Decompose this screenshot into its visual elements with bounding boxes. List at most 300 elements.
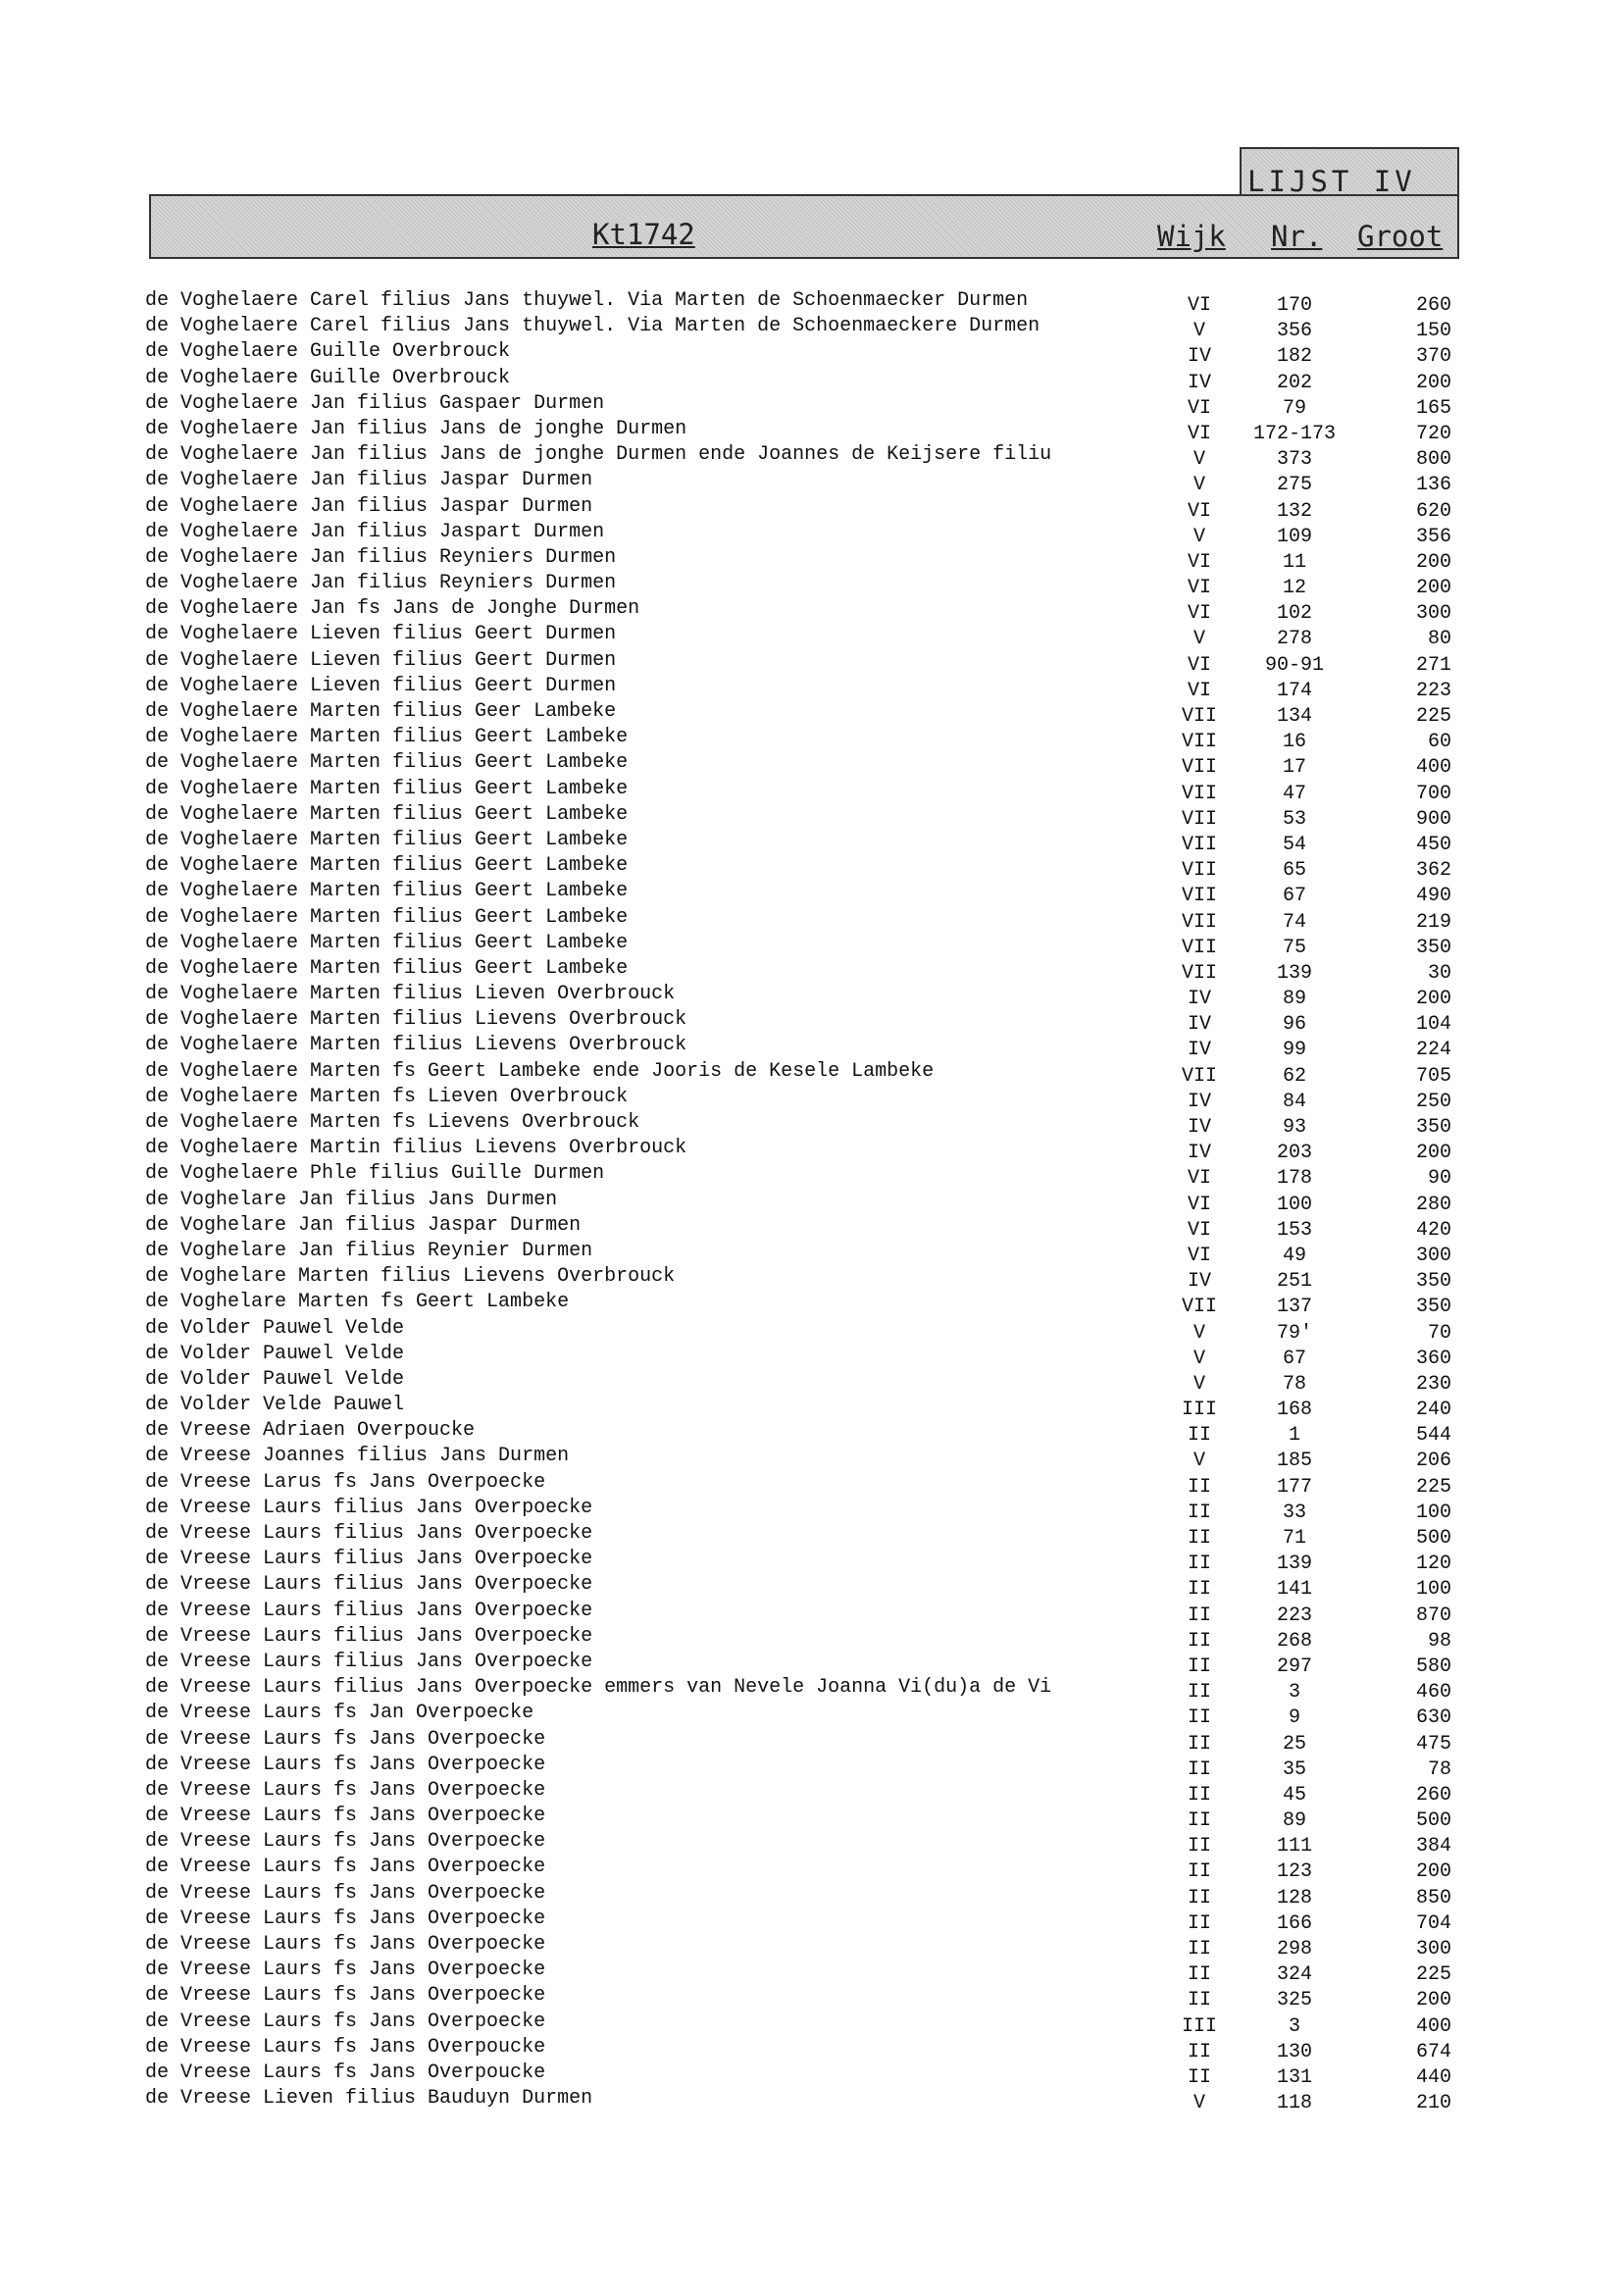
row-wijk: II (1187, 1783, 1211, 1807)
row-groot: 200 (1415, 988, 1451, 1011)
table-row (0, 956, 1624, 985)
row-nr: 166 (1276, 1911, 1312, 1935)
row-groot: 165 (1415, 396, 1451, 420)
row-groot: 705 (1415, 1064, 1451, 1088)
row-groot: 210 (1415, 2092, 1451, 2115)
row-nr: 96 (1282, 1013, 1306, 1037)
table-row (0, 1393, 1624, 1422)
row-groot: 870 (1415, 1604, 1451, 1627)
row-name: de Voghelaere Marten fs Geert Lambeke ende Jooris de Kesele Lambeke (145, 1059, 935, 1083)
row-nr: 177 (1276, 1475, 1312, 1499)
table-row (0, 1239, 1624, 1267)
table-row (0, 802, 1624, 831)
row-groot: 400 (1415, 2014, 1451, 2038)
row-name: de Voghelaere Jan filius Jans de jonghe Durmen (145, 417, 687, 440)
row-groot: 500 (1415, 1809, 1451, 1833)
row-name: de Voghelaere Lieven filius Geert Durmen (145, 623, 617, 646)
row-name: de Voghelaere Marten filius Geert Lambeke (145, 880, 629, 903)
table-row (0, 1572, 1624, 1602)
row-groot: 704 (1415, 1911, 1451, 1935)
row-wijk: II (1187, 1604, 1211, 1627)
row-nr: 251 (1276, 1270, 1312, 1294)
row-groot: 230 (1415, 1372, 1451, 1396)
row-nr: 67 (1282, 885, 1306, 908)
row-nr: 45 (1282, 1783, 1306, 1807)
row-nr: 89 (1282, 1809, 1306, 1833)
row-wijk: VI (1187, 1167, 1211, 1191)
row-nr: 168 (1276, 1399, 1312, 1422)
row-wijk: V (1193, 1372, 1205, 1396)
row-nr: 35 (1282, 1757, 1306, 1781)
row-groot: 219 (1415, 910, 1451, 934)
table-row (0, 982, 1624, 1011)
header-bar (149, 194, 1459, 259)
table-row (0, 828, 1624, 856)
row-name: de Voghelaere Marten fs Lieven Overbrouck (145, 1085, 629, 1108)
table-row (0, 622, 1624, 651)
row-wijk: VII (1181, 731, 1217, 754)
table-row (0, 1110, 1624, 1139)
row-wijk: V (1193, 1321, 1205, 1345)
row-groot: 440 (1415, 2065, 1451, 2089)
table-row (0, 314, 1624, 343)
row-name: de Voghelaere Guille Overbrouck (145, 366, 511, 389)
row-nr: 153 (1276, 1218, 1312, 1242)
row-wijk: VI (1187, 422, 1211, 445)
row-wijk: V (1193, 1347, 1205, 1370)
table-row (0, 1367, 1624, 1396)
row-groot: 350 (1415, 1116, 1451, 1139)
row-nr: 1 (1288, 1424, 1300, 1448)
row-wijk: II (1187, 1475, 1211, 1499)
row-groot: 200 (1415, 1989, 1451, 2012)
row-nr: 118 (1276, 2092, 1312, 2115)
row-nr: 223 (1276, 1604, 1312, 1627)
table-row (0, 879, 1624, 908)
row-name: de Vreese Laurs fs Jans Overpoecke (145, 1907, 546, 1930)
row-name: de Vreese Laurs filius Jans Overpoecke (145, 1548, 593, 1571)
row-wijk: VI (1187, 1218, 1211, 1242)
table-row (0, 1599, 1624, 1627)
row-groot: 260 (1415, 294, 1451, 317)
row-nr: 84 (1282, 1090, 1306, 1113)
row-name: de Vreese Larus fs Jans Overpoecke (145, 1470, 546, 1494)
row-nr: 131 (1276, 2065, 1312, 2089)
row-groot: 60 (1427, 731, 1451, 754)
row-nr: 132 (1276, 499, 1312, 523)
row-name: de Voghelaere Marten filius Geert Lambeke (145, 905, 629, 929)
row-name: de Volder Pauwel Velde (145, 1316, 405, 1340)
row-wijk: VII (1181, 833, 1217, 856)
row-wijk: IV (1187, 371, 1211, 394)
row-nr: 79 (1282, 396, 1306, 420)
row-groot: 360 (1415, 1347, 1451, 1370)
row-nr: 47 (1282, 782, 1306, 805)
row-groot: 630 (1415, 1706, 1451, 1730)
row-groot: 420 (1415, 1218, 1451, 1242)
table-row (0, 1958, 1624, 1987)
row-name: de Vreese Laurs fs Jans Overpoecke (145, 1959, 546, 1982)
row-groot: 800 (1415, 448, 1451, 472)
table-row (0, 2086, 1624, 2115)
row-name: de Vreese Adriaen Overpoucke (145, 1419, 476, 1443)
row-name: de Voghelaere Jan filius Jaspar Durmen (145, 469, 593, 492)
row-groot: 225 (1415, 1963, 1451, 1987)
row-nr: 79' (1276, 1321, 1312, 1345)
row-groot: 250 (1415, 1090, 1451, 1113)
record-list (0, 288, 1624, 2115)
row-groot: 280 (1415, 1193, 1451, 1216)
row-groot: 136 (1415, 474, 1451, 497)
row-wijk: II (1187, 1860, 1211, 1884)
row-nr: 53 (1282, 807, 1306, 831)
row-groot: 200 (1415, 1860, 1451, 1884)
row-name: de Voghelaere Marten filius Geert Lambeke (145, 751, 629, 775)
row-wijk: III (1181, 2014, 1217, 2038)
row-wijk: II (1187, 1501, 1211, 1524)
row-nr: 100 (1276, 1193, 1312, 1216)
row-groot: 224 (1415, 1039, 1451, 1062)
table-row (0, 1264, 1624, 1294)
table-row (0, 494, 1624, 523)
row-nr: 3 (1288, 2014, 1300, 2038)
row-groot: 900 (1415, 807, 1451, 831)
list-number-label: LIJST IV (1247, 165, 1416, 198)
row-name: de Voghelaere Jan filius Jaspar Durmen (145, 494, 593, 518)
row-groot: 850 (1415, 1886, 1451, 1909)
row-groot: 150 (1415, 320, 1451, 343)
table-row (0, 596, 1624, 626)
row-name: de Vreese Laurs fs Jans Overpoucke (145, 2035, 546, 2059)
row-wijk: V (1193, 1450, 1205, 1473)
row-nr: 202 (1276, 371, 1312, 394)
row-nr: 111 (1276, 1835, 1312, 1858)
row-name: de Vreese Laurs filius Jans Overpoecke (145, 1624, 593, 1648)
row-wijk: VII (1181, 859, 1217, 883)
row-name: de Voghelaere Phle filius Guille Durmen (145, 1162, 605, 1186)
row-groot: 370 (1415, 345, 1451, 369)
row-wijk: IV (1187, 988, 1211, 1011)
row-name: de Voghelare Jan filius Jans Durmen (145, 1188, 558, 1211)
row-wijk: II (1187, 1681, 1211, 1705)
row-nr: 203 (1276, 1142, 1312, 1165)
row-nr: 139 (1276, 1553, 1312, 1576)
row-name: de Voghelaere Jan fs Jans de Jonghe Durmen (145, 597, 640, 621)
row-wijk: II (1187, 1938, 1211, 1960)
row-name: de Vreese Laurs filius Jans Overpoecke (145, 1496, 593, 1519)
table-row (0, 853, 1624, 883)
row-wijk: II (1187, 1886, 1211, 1909)
row-nr: 139 (1276, 961, 1312, 985)
table-row (0, 2035, 1624, 2061)
table-row (0, 1983, 1624, 2012)
column-header-wijk: Wijk (1157, 220, 1226, 253)
row-groot: 200 (1415, 577, 1451, 600)
row-groot: 240 (1415, 1399, 1451, 1422)
row-wijk: VII (1181, 885, 1217, 908)
table-row (0, 931, 1624, 959)
table-row (0, 1496, 1624, 1524)
row-wijk: IV (1187, 1013, 1211, 1037)
row-nr: 178 (1276, 1167, 1312, 1191)
row-name: de Voghelaere Marten filius Geert Lambeke (145, 802, 629, 826)
row-groot: 100 (1415, 1578, 1451, 1602)
row-wijk: II (1187, 1655, 1211, 1678)
row-wijk: II (1187, 1989, 1211, 2012)
row-name: de Voghelare Jan filius Reynier Durmen (145, 1239, 593, 1262)
row-name: de Voghelaere Marten filius Geer Lambeke (145, 700, 617, 723)
row-groot: 700 (1415, 782, 1451, 805)
row-groot: 30 (1427, 961, 1451, 985)
row-name: de Vreese Joannes filius Jans Durmen (145, 1445, 570, 1468)
row-nr: 172-173 (1252, 422, 1336, 445)
row-nr: 128 (1276, 1886, 1312, 1909)
row-wijk: VII (1181, 1064, 1217, 1088)
row-nr: 78 (1282, 1372, 1306, 1396)
table-row (0, 1547, 1624, 1576)
row-wijk: III (1181, 1399, 1217, 1422)
row-groot: 674 (1415, 2040, 1451, 2063)
table-row (0, 1701, 1624, 1730)
row-name: de Voghelaere Jan filius Jans de jonghe Durmen ende Joannes de Keijsere filiu (145, 443, 1052, 467)
row-nr: 325 (1276, 1989, 1312, 2012)
row-wijk: IV (1187, 1090, 1211, 1113)
row-name: de Vreese Laurs fs Jans Overpoecke (145, 1805, 546, 1828)
table-row (0, 1033, 1624, 1062)
table-row (0, 1727, 1624, 1756)
row-wijk: II (1187, 1578, 1211, 1602)
table-row (0, 1855, 1624, 1884)
row-groot: 460 (1415, 1681, 1451, 1705)
row-nr: 62 (1282, 1064, 1306, 1088)
table-row (0, 674, 1624, 702)
table-row (0, 1881, 1624, 1907)
row-wijk: V (1193, 448, 1205, 472)
row-name: de Vreese Laurs filius Jans Overpoecke (145, 1573, 593, 1597)
row-groot: 223 (1415, 679, 1451, 702)
row-nr: 141 (1276, 1578, 1312, 1602)
row-nr: 9 (1288, 1706, 1300, 1730)
row-groot: 300 (1415, 1938, 1451, 1960)
row-groot: 720 (1415, 422, 1451, 445)
row-name: de Vreese Laurs fs Jans Overpoecke (145, 1856, 546, 1879)
row-name: de Voghelare Marten filius Lievens Overbrouck (145, 1265, 676, 1289)
row-wijk: VII (1181, 705, 1217, 728)
row-nr: 170 (1276, 294, 1312, 317)
table-row (0, 417, 1624, 445)
row-name: de Voghelaere Marten filius Geert Lambeke (145, 777, 629, 800)
row-wijk: II (1187, 1835, 1211, 1858)
row-name: de Vreese Laurs filius Jans Overpoecke emmers van Nevele Joanna Vi(du)a de Vi (145, 1676, 1052, 1700)
row-name: de Vreese Laurs fs Jans Overpoecke (145, 1933, 546, 1956)
row-wijk: VII (1181, 756, 1217, 780)
row-name: de Voghelaere Marten filius Lieven Overbrouck (145, 983, 676, 1006)
table-row (0, 1624, 1624, 1653)
table-row (0, 1932, 1624, 1958)
row-name: de Voghelaere Marten fs Lievens Overbrouck (145, 1111, 640, 1134)
table-row (0, 1418, 1624, 1448)
row-name: de Vreese Laurs fs Jans Overpoecke (145, 1753, 546, 1776)
row-nr: 174 (1276, 679, 1312, 702)
row-name: de Vreese Laurs filius Jans Overpoecke (145, 1599, 593, 1622)
row-nr: 278 (1276, 628, 1312, 651)
table-row (0, 1829, 1624, 1858)
table-row (0, 1675, 1624, 1705)
row-name: de Vreese Laurs fs Jans Overpoecke (145, 2010, 546, 2033)
row-name: de Volder Velde Pauwel (145, 1394, 405, 1417)
row-nr: 182 (1276, 345, 1312, 369)
table-row (0, 1470, 1624, 1499)
column-header-groot: Groot (1357, 220, 1444, 253)
row-nr: 185 (1276, 1450, 1312, 1473)
table-row (0, 1007, 1624, 1037)
table-row (0, 1342, 1624, 1370)
table-row (0, 777, 1624, 805)
row-groot: 80 (1427, 628, 1451, 651)
row-name: de Voghelaere Carel filius Jans thuywel. Via Marten de Schoenmaecker Durmen (145, 289, 1029, 312)
row-name: de Voghelare Marten fs Geert Lambeke (145, 1291, 570, 1314)
row-name: de Vreese Laurs fs Jans Overpoecke (145, 1727, 546, 1751)
row-wijk: IV (1187, 1116, 1211, 1139)
row-name: de Voghelaere Lieven filius Geert Durmen (145, 674, 617, 697)
table-row (0, 1650, 1624, 1678)
table-row (0, 1444, 1624, 1473)
row-wijk: V (1193, 2092, 1205, 2115)
row-wijk: VII (1181, 807, 1217, 831)
table-row (0, 366, 1624, 394)
row-name: de Vreese Laurs fs Jans Overpoucke (145, 2061, 546, 2084)
table-row (0, 905, 1624, 934)
row-name: de Voghelaere Martin filius Lievens Overbrouck (145, 1137, 687, 1160)
table-row (0, 1213, 1624, 1242)
table-row (0, 1316, 1624, 1345)
row-nr: 324 (1276, 1963, 1312, 1987)
row-groot: 104 (1415, 1013, 1451, 1037)
row-nr: 373 (1276, 448, 1312, 472)
row-nr: 3 (1288, 1681, 1300, 1705)
row-groot: 260 (1415, 1783, 1451, 1807)
row-nr: 102 (1276, 602, 1312, 626)
row-wijk: II (1187, 1424, 1211, 1448)
row-nr: 109 (1276, 525, 1312, 548)
row-wijk: VI (1187, 396, 1211, 420)
row-nr: 67 (1282, 1347, 1306, 1370)
row-groot: 120 (1415, 1553, 1451, 1576)
row-name: de Volder Pauwel Velde (145, 1342, 405, 1365)
row-nr: 130 (1276, 2040, 1312, 2063)
row-name: de Voghelaere Marten filius Lievens Overbrouck (145, 1034, 687, 1057)
row-groot: 206 (1415, 1450, 1451, 1473)
row-nr: 298 (1276, 1938, 1312, 1960)
table-row (0, 1907, 1624, 1935)
row-name: de Voghelaere Marten filius Geert Lambeke (145, 854, 629, 878)
row-wijk: II (1187, 1809, 1211, 1833)
row-nr: 275 (1276, 474, 1312, 497)
row-wijk: VII (1181, 1296, 1217, 1319)
row-wijk: VII (1181, 961, 1217, 985)
source-title: Kt1742 (592, 218, 695, 251)
row-nr: 16 (1282, 731, 1306, 754)
row-groot: 300 (1415, 1244, 1451, 1267)
row-name: de Voghelaere Marten filius Geert Lambeke (145, 828, 629, 851)
row-wijk: II (1187, 1527, 1211, 1550)
table-row (0, 1161, 1624, 1191)
row-groot: 100 (1415, 1501, 1451, 1524)
row-nr: 12 (1282, 577, 1306, 600)
row-nr: 268 (1276, 1629, 1312, 1653)
row-name: de Voghelaere Jan filius Gaspaer Durmen (145, 391, 605, 415)
row-groot: 78 (1427, 1757, 1451, 1781)
row-nr: 71 (1282, 1527, 1306, 1550)
row-name: de Voghelaere Marten filius Geert Lambeke (145, 931, 629, 954)
table-row (0, 1188, 1624, 1216)
table-row (0, 1085, 1624, 1113)
row-nr: 90-91 (1264, 653, 1324, 677)
row-nr: 356 (1276, 320, 1312, 343)
row-groot: 490 (1415, 885, 1451, 908)
row-name: de Vreese Laurs filius Jans Overpoecke (145, 1650, 593, 1673)
row-wijk: VI (1187, 1244, 1211, 1267)
row-groot: 384 (1415, 1835, 1451, 1858)
row-groot: 450 (1415, 833, 1451, 856)
row-nr: 137 (1276, 1296, 1312, 1319)
row-nr: 93 (1282, 1116, 1306, 1139)
table-row (0, 520, 1624, 548)
row-name: de Voghelaere Jan filius Reyniers Durmen (145, 572, 617, 595)
row-groot: 580 (1415, 1655, 1451, 1678)
row-wijk: VI (1187, 602, 1211, 626)
row-wijk: VI (1187, 294, 1211, 317)
row-nr: 75 (1282, 936, 1306, 959)
row-groot: 350 (1415, 1296, 1451, 1319)
row-groot: 350 (1415, 1270, 1451, 1294)
row-groot: 362 (1415, 859, 1451, 883)
table-row (0, 339, 1624, 369)
row-wijk: V (1193, 628, 1205, 651)
row-wijk: V (1193, 474, 1205, 497)
row-wijk: VII (1181, 936, 1217, 959)
row-name: de Volder Pauwel Velde (145, 1367, 405, 1391)
row-wijk: II (1187, 2065, 1211, 2089)
table-row (0, 545, 1624, 574)
row-name: de Vreese Laurs filius Jans Overpoecke (145, 1522, 593, 1545)
table-row (0, 391, 1624, 420)
table-row (0, 1804, 1624, 1833)
row-nr: 65 (1282, 859, 1306, 883)
row-groot: 90 (1427, 1167, 1451, 1191)
row-nr: 54 (1282, 833, 1306, 856)
row-groot: 200 (1415, 371, 1451, 394)
row-nr: 49 (1282, 1244, 1306, 1267)
row-groot: 98 (1427, 1629, 1451, 1653)
table-row (0, 442, 1624, 472)
row-name: de Voghelaere Jan filius Reyniers Durmen (145, 545, 617, 569)
row-name: de Vreese Laurs fs Jans Overpoecke (145, 1984, 546, 2008)
row-name: de Voghelaere Jan filius Jaspart Durmen (145, 520, 605, 543)
row-name: de Voghelaere Lieven filius Geert Durmen (145, 648, 617, 672)
row-groot: 500 (1415, 1527, 1451, 1550)
table-row (0, 468, 1624, 497)
row-groot: 271 (1415, 653, 1451, 677)
row-groot: 356 (1415, 525, 1451, 548)
row-wijk: VI (1187, 577, 1211, 600)
row-wijk: VI (1187, 499, 1211, 523)
row-name: de Voghelaere Guille Overbrouck (145, 340, 511, 364)
row-groot: 620 (1415, 499, 1451, 523)
row-name: de Vreese Lieven filius Bauduyn Durmen (145, 2087, 593, 2111)
row-groot: 225 (1415, 705, 1451, 728)
row-wijk: II (1187, 1706, 1211, 1730)
